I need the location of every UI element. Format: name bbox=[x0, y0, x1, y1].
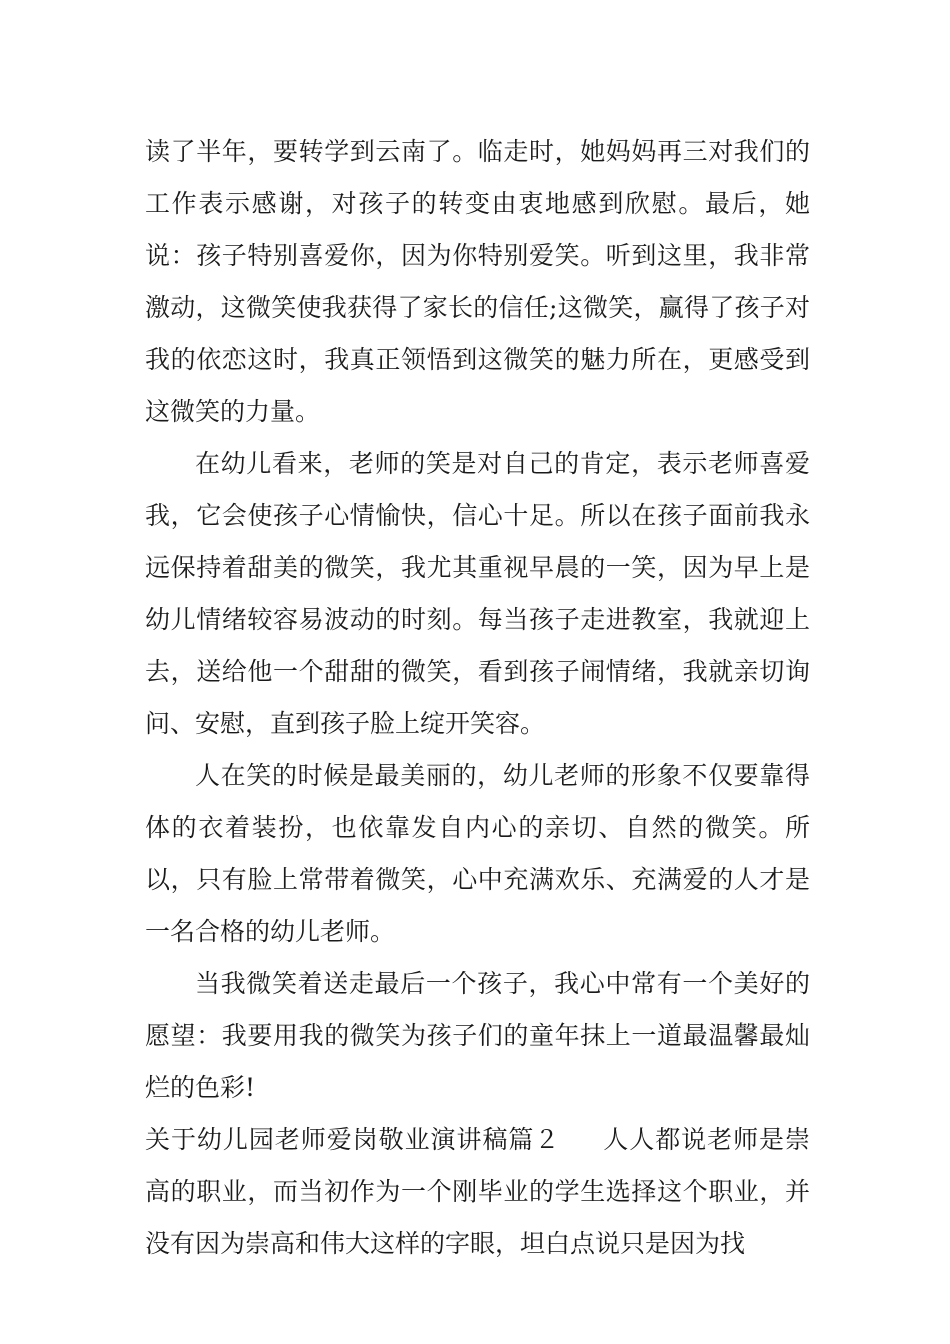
paragraph-3: 人在笑的时候是最美丽的，幼儿老师的形象不仅要靠得体的衣着装扮，也依靠发自内心的亲切、自然的微笑。所以，只有脸上常带着微笑，心中充满欢乐、充满爱的人才是一名合格的幼儿老师。 bbox=[145, 761, 810, 946]
paragraph-2: 在幼儿看来，老师的笑是对自己的肯定，表示老师喜爱我，它会使孩子心情愉快，信心十足。所以在孩子面前我永远保持着甜美的微笑，我尤其重视早晨的一笑，因为早上是幼儿情绪较容易波动的时刻。每当孩子走进教室，我就迎上去，送给他一个甜甜的微笑，看到孩子闹情绪，我就亲切询问、安慰，直到孩子脸上绽开笑容。 bbox=[145, 449, 810, 738]
document-body bbox=[145, 126, 810, 1270]
paragraph-4: 当我微笑着送走最后一个孩子，我心中常有一个美好的愿望：我要用我的微笑为孩子们的童年抹上一道最温馨最灿烂的色彩! bbox=[145, 969, 810, 1102]
paragraph-1: 读了半年，要转学到云南了。临走时，她妈妈再三对我们的工作表示感谢，对孩子的转变由衷地感到欣慰。最后，她说：孩子特别喜爱你，因为你特别爱笑。听到这里，我非常激动，这微笑使我获得了家长的信任;这微笑，赢得了孩子对我的依恋这时，我真正领悟到这微笑的魅力所在，更感受到这微笑的力量。 bbox=[145, 137, 810, 426]
section-paragraph bbox=[145, 1114, 810, 1270]
section-heading: 关于幼儿园老师爱岗敬业演讲稿篇２ bbox=[145, 1125, 561, 1154]
section-body-text: 人人都说老师是崇高的职业，而当初作为一个刚毕业的学生选择这个职业，并没有因为崇高和伟大这样的字眼，坦白点说只是因为找 bbox=[145, 1125, 810, 1258]
